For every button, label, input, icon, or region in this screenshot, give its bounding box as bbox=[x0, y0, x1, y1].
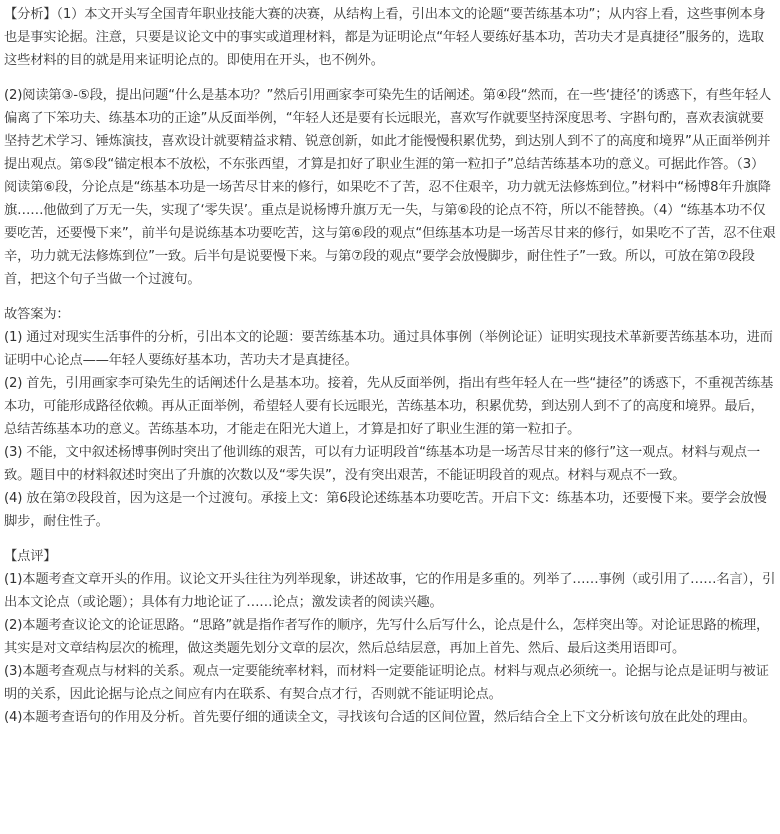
analysis-paragraph-1: 【分析】（1）本文开头写全国青年职业技能大赛的决赛，从结构上看，引出本文的论题“要苦练基本功”；从内容上看，这些事例本身也是事实论据。注意，只要是议论文中的事实或道理材料，都是为证明论点“年轻人要练好基本功，苦功夫才是真捷径”服务的，选取这些材料的目的就是用来证明论点的。即使用在开头，也不例外。 bbox=[4, 7, 766, 68]
answer-item-4: (4) 放在第⑦段段首，因为这是一个过渡句。承接上文：第6段论述练基本功要吃苦。开启下文：练基本功，还要慢下来。要学会放慢脚步，耐住性子。 bbox=[4, 491, 767, 529]
spacer bbox=[4, 291, 776, 303]
comment-heading: 【点评】 bbox=[4, 549, 57, 564]
answer-item-1: (1) 通过对现实生活事件的分析，引出本文的论题：要苦练基本功。通过具体事例（举例论证）证明实现技术革新要苦练基本功，进而证明中心论点——年轻人要练好基本功，苦功夫才是真捷径。 bbox=[4, 330, 773, 368]
comment-item-2: (2)本题考查议论文的论证思路。“思路”就是指作者写作的顺序，先写什么后写什么，论点是什么，怎样突出等。对论证思路的梳理，其实是对文章结构层次的梳理，做这类题先划分文章的层次，然后总结层意，再加上首先、然后、最后这类用语即可。 bbox=[4, 618, 770, 656]
answer-heading: 故答案为： bbox=[4, 307, 70, 322]
spacer bbox=[4, 533, 776, 545]
comment-item-3: (3)本题考查观点与材料的关系。观点一定要能统率材料，而材料一定要能证明论点。材料与观点必须统一。论据与论点是证明与被证明的关系，因此论据与论点之间应有内在联系、有契合点才行，否则就不能证明论点。 bbox=[4, 664, 769, 702]
comment-item-1: (1)本题考查文章开头的作用。议论文开头往往为列举现象，讲述故事，它的作用是多重的。列举了……事例（或引用了……名言），引出本文论点（或论题）；具体有力地论证了……论点；激发读者的阅读兴趣。 bbox=[4, 572, 776, 610]
analysis-paragraph-2: (2)阅读第③-⑤段，提出问题“什么是基本功？”然后引用画家李可染先生的话阐述。第④段“然而，在一些‘捷径’的诱惑下，有些年轻人偏离了下笨功夫、练基本功的正途”从反面举例，“年轻人还是要有长远眼光，喜欢写作就要坚持深度思考、字斟句酌，喜欢表演就要坚持艺术学习、锤炼演技，喜欢设计就要精益求精、锐意创新，如此才能慢慢积累优势，到达别人到不了的高度和境界”从正面举例并提出观点。第⑤段“锚定根本不放松，不东张西望，才算是扣好了职业生涯的第一粒扣子”总结苦练基本功的意义。可据此作答。（3）阅读第⑥段，分论点是“练基本功是一场苦尽甘来的修行，如果吃不了苦，忍不住艰辛，功力就无法修炼到位。”材料中“杨博8年升旗降旗……他做到了万无一失，实现了‘零失误’。重点是说杨博升旗万无一失，与第⑥段的论点不符，所以不能替换。（4）“练基本功不仅要吃苦，还要慢下来”，前半句是说练基本功要吃苦，这与第⑥段的观点“但练基本功是一场苦尽甘来的修行，如果吃不了苦，忍不住艰辛，功力就无法修炼到位”一致。后半句是说要慢下来。与第⑦段的观点“要学会放慢脚步，耐住性子”一致。所以，可放在第⑦段段首，把这个句子当做一个过渡句。 bbox=[4, 88, 776, 287]
comment-item-4: (4)本题考查语句的作用及分析。首先要仔细的通读全文，寻找该句合适的区间位置，然后结合全上下文分析该句放在此处的理由。 bbox=[4, 710, 756, 725]
answer-item-3: (3) 不能，文中叙述杨博事例时突出了他训练的艰苦，可以有力证明段首“练基本功是一场苦尽甘来的修行”这一观点。材料与观点一致。题目中的材料叙述时突出了升旗的次数以及“零失误”，没有突出艰苦，不能证明段首的观点。材料与观点不一致。 bbox=[4, 445, 760, 483]
spacer bbox=[4, 72, 776, 84]
answer-item-2: (2) 首先，引用画家李可染先生的话阐述什么是基本功。接着，先从反面举例，指出有些年轻人在一些“捷径”的诱惑下，不重视苦练基本功，可能形成路径依赖。再从正面举例，希望轻人要有长远眼光，苦练基本功，积累优势，到达别人到不了的高度和境界。最后，总结苦练基本功的意义。苦练基本功，才能走在阳光大道上，才算是扣好了职业生涯的第一粒扣子。 bbox=[4, 376, 774, 437]
